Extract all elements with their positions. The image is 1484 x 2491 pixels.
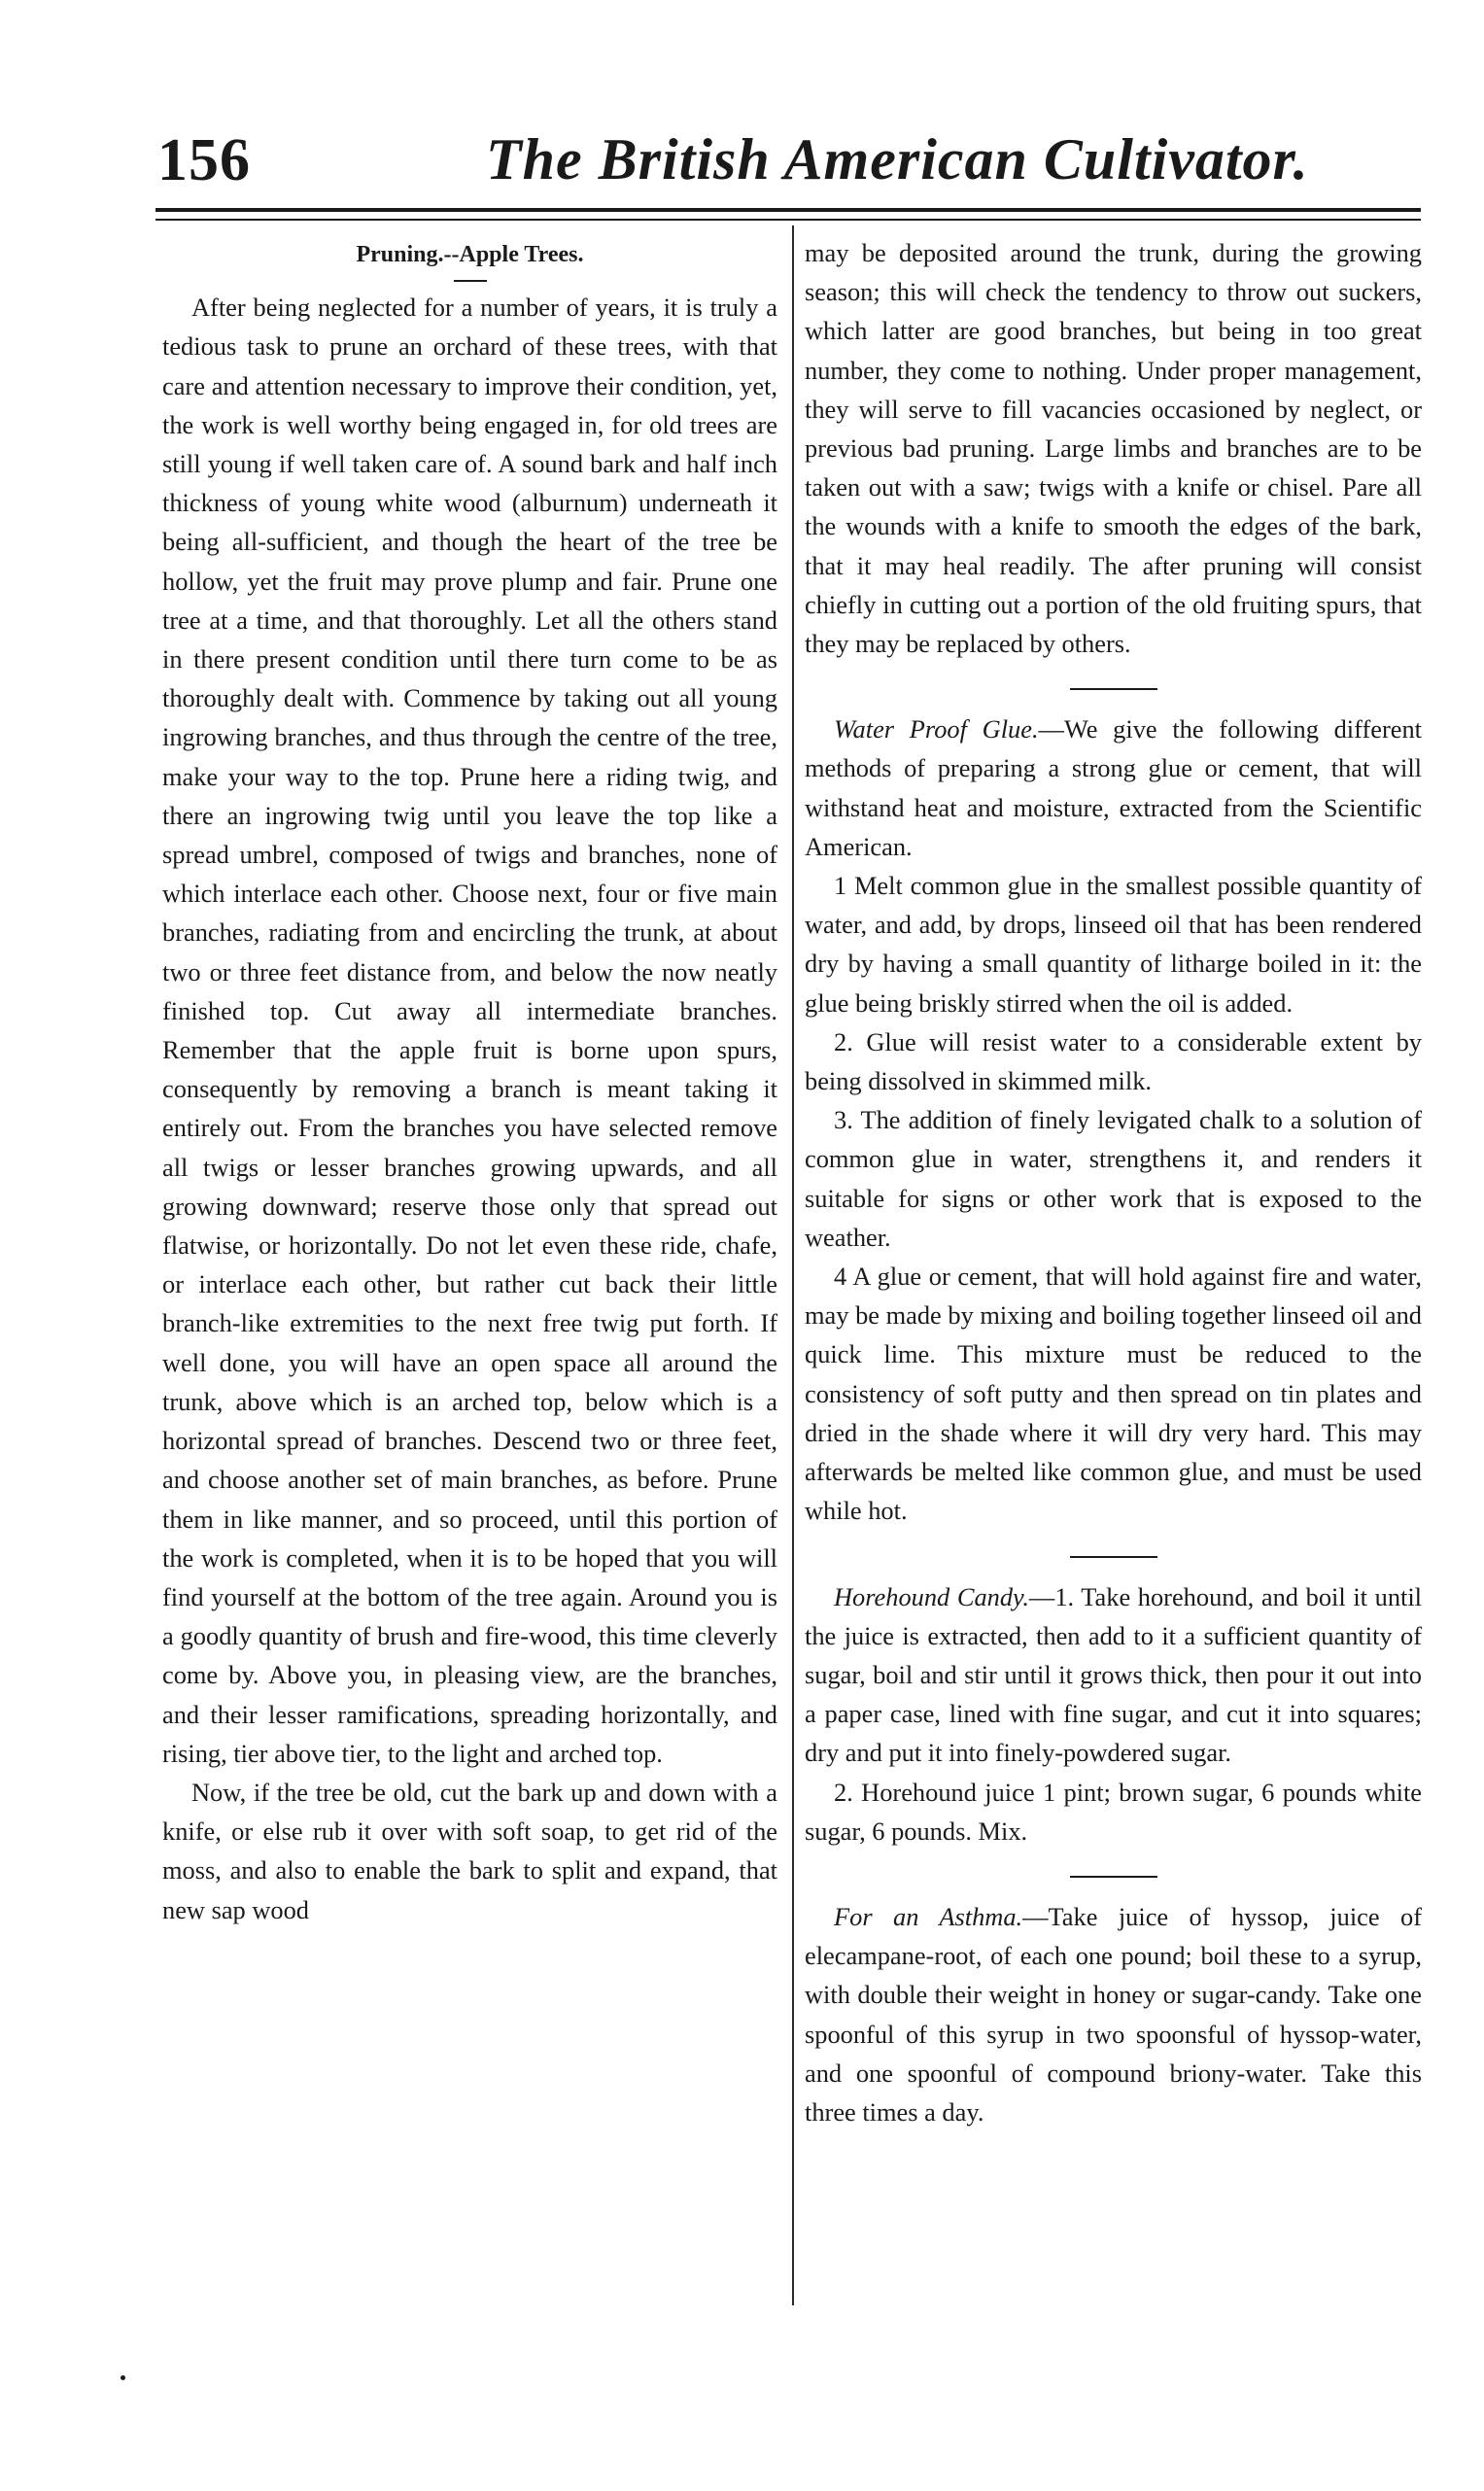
- candy-item-2: 2. Horehound juice 1 pint; brown sugar, 6 pounds white sugar, 6 pounds. Mix.: [805, 1777, 1422, 1846]
- candy-text: —1. Take horehound, and boil it until the juice is extracted, then add to it a sufficient quantity of sugar, boil and stir until it grows thick, then pour it out into a paper case, lined with fine sugar, and cut it into squares; dry and put it into finely-powdered sugar.: [805, 1581, 1423, 1768]
- page-header: [155, 119, 1419, 206]
- glue-intro-text: —We give the following different methods of preparing a strong glue or cement, that will withstand heat and moisture, extracted from the Scientific American.: [805, 714, 1422, 861]
- header-rule: [155, 208, 1421, 221]
- candy-paragraph: [805, 1577, 1422, 1773]
- pruning-continuation: may be deposited around the trunk, during the growing season; this will check the tendency to throw out suckers, which latter are good branches, but being in too great number, they come to nothing. Under proper management, they will serve to fill vacancies occasioned by neglect, or previous bad pruning. Large limbs and branches are to be taken out with a saw; twigs with a knife or chisel. Pare all the wounds with a knife to smooth the edges of the bark, that it may heal readily. The after pruning will consist chiefly in cutting out a portion of the old fruiting spurs, that they may be replaced by others.: [805, 238, 1422, 659]
- glue-item-2: 2. Glue will resist water to a considerable extent by being dissolved in skimmed milk.: [805, 1026, 1422, 1096]
- glue-item-4: 4 A glue or cement, that will hold against fire and water, may be made by mixing and boiling together linseed oil and quick lime. This mixture must be reduced to the consistency of soft putty and then spread on tin plates and dried in the shade where it will dry very hard. This may afterwards be melted like common glue, and must be used while hot.: [805, 1262, 1422, 1526]
- glue-title: Water Proof Glue.: [834, 714, 1039, 744]
- candy-title: Horehound Candy.: [834, 1581, 1029, 1611]
- article-heading-pruning: Pruning.--Apple Trees.: [356, 242, 584, 267]
- glue-item-3: 3. The addition of finely levigated chalk to a solution of common glue in water, strengthens it, and renders it suitable for signs or other work that is exposed to the weather.: [805, 1105, 1422, 1252]
- section-separator: [1070, 1876, 1157, 1878]
- glue-item-1: 1 Melt common glue in the smallest possible quantity of water, and add, by drops, linseed oil that has been rendered dry by having a small quantity of litharge boiled in it: the glue being briskly stirred when the oil is added.: [805, 871, 1422, 1018]
- asthma-title: For an Asthma.: [834, 1901, 1023, 1931]
- heading-rule: [454, 280, 487, 282]
- section-separator: [1070, 1556, 1157, 1558]
- stray-ink-mark: [121, 2375, 125, 2380]
- right-column: [805, 233, 1422, 2131]
- running-title: The British American Cultivator.: [486, 127, 1309, 191]
- glue-intro: [805, 709, 1422, 866]
- left-column: [162, 233, 777, 1929]
- page-number: 156: [157, 127, 251, 193]
- pruning-paragraph-2: Now, if the tree be old, cut the bark up and down with a knife, or else rub it over with soft soap, to get rid of the moss, and also to enable the bark to split and expand, that new sap wood: [162, 1777, 777, 1924]
- pruning-paragraph-1: After being neglected for a number of years, it is truly a tedious task to prune an orchard of these trees, with that care and attention necessary to improve their condition, yet, the work is well worthy being engaged in, for old trees are still young if well taken care of. A sound bark and half inch thickness of young white wood (alburnum) underneath it being all-sufficient, and though the heart of the tree be hollow, yet the fruit may prove plump and fair. Prune one tree at a time, and that thoroughly. Let all the others stand in there present condition until there turn come to be as thoroughly dealt with. Commence by taking out all young ingrowing branches, and thus through the centre of the tree, make your way to the top. Prune here a riding twig, and there an ingrowing twig until you leave the top like a spread umbrel, composed of twigs and branches, none of which interlace each other. Choose next, four or five main branches, radiating from and encircling the trunk, at about two or three feet distance from, and below the now neatly finished top. Cut away all intermediate branches. Remember that the apple fruit is borne upon spurs, consequently by removing a branch is meant taking it entirely out. From the branches you have selected remove all twigs or lesser branches growing upwards, and all growing downward; reserve those only that spread out flatwise, or horizontally. Do not let even these ride, chafe, or interlace each other, but rather cut back their little branch-like extremities to the next free twig put forth. If well done, you will have an open space all around the trunk, above which is an arched top, below which is a horizontal spread of branches. Descend two or three feet, and choose another set of main branches, as before. Prune them in like manner, and so proceed, until this portion of the work is completed, when it is to be hoped that you will find yourself at the bottom of the tree again. Around you is a goodly quantity of brush and fire-wood, this time cleverly come by. Above you, in pleasing view, are the branches, and their lesser ramifications, spreading horizontally, and rising, tier above tier, to the light and arched top.: [162, 293, 777, 1768]
- column-divider: [792, 225, 794, 2305]
- asthma-text: —Take juice of hyssop, juice of elecampane-root, of each one pound; boil these to a syrup, with double their weight in honey or sugar-candy. Take one spoonful of this syrup in two spoonsful of hyssop-water, and one spoonful of compound briony-water. Take this three times a day.: [805, 1901, 1422, 2127]
- asthma-paragraph: [805, 1897, 1422, 2131]
- section-separator: [1070, 688, 1157, 690]
